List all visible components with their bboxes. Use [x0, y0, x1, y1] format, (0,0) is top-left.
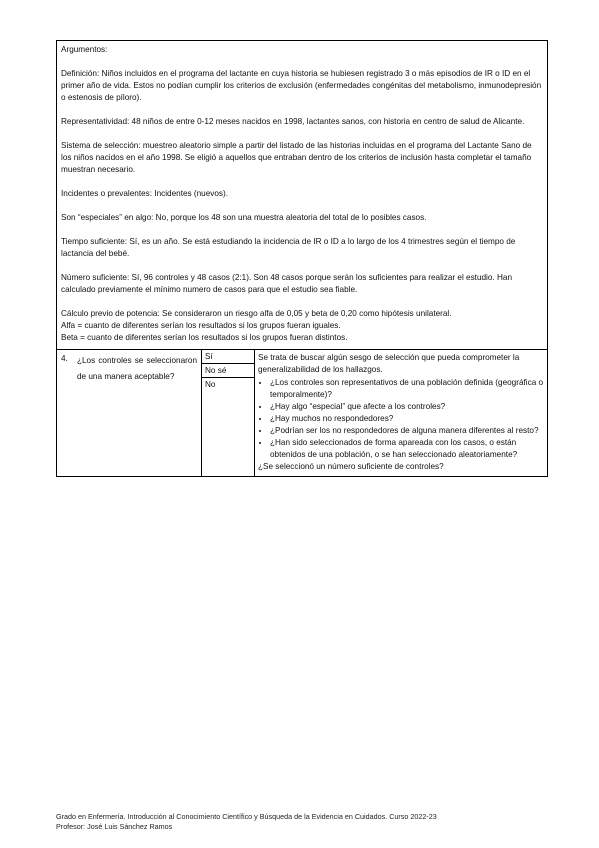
hint-list [258, 377, 544, 461]
question-cell [57, 350, 202, 476]
incident-prevalent-paragraph: Incidentes o prevalentes: Incidentes (nuevos). [61, 189, 229, 198]
option-dont-know[interactable]: No sé [202, 364, 254, 378]
definition-paragraph: Definición: Niños incluidos en el programa del lactante en cuya historia se hubiesen registrado 3 o más episodios de IR o ID en el primer año de vida. Estos no podían cumplir los criterios de exclusión (enfermedades congénitas del metabolismo, inmunodepresión o estenosis de píloro). [61, 69, 542, 102]
option-yes[interactable]: Sí [202, 350, 254, 364]
footer-professor: Profesor: José Luis Sánchez Ramos [56, 822, 173, 831]
question-number: 4. [61, 354, 68, 363]
hint-item: • ¿Los controles son representativos de una población definida (geográfica o temporalmente)? [270, 377, 544, 401]
representativeness-paragraph: Representatividad: 48 niños de entre 0-12 meses nacidos en 1998, lactantes sanos, con historia en centro de salud de Alicante. [61, 117, 525, 126]
hint-cell [255, 350, 547, 476]
hint-item: • ¿Hay muchos no respondedores? [270, 413, 544, 425]
page-footer [56, 812, 437, 832]
power-line: Cálculo previo de potencia: Se consideraron un riesgo alfa de 0,05 y beta de 0,20 como hipótesis unilateral. [61, 309, 452, 318]
arguments-heading: Argumentos: [61, 45, 108, 54]
arguments-section [57, 41, 547, 350]
answer-options [202, 350, 255, 476]
power-calculation-block [61, 308, 543, 344]
hint-item: • ¿Han sido seleccionados de forma apareada con los casos, o están obtenidos de una población, o se han seleccionado aleatoriamente? [270, 437, 544, 461]
critical-appraisal-table [56, 40, 548, 477]
question-row [57, 350, 547, 476]
hint-item: • ¿Hay algo “especial” que afecte a los controles? [270, 401, 544, 413]
selection-system-paragraph: Sistema de selección: muestreo aleatorio simple a partir del listado de las historias incluidas en el programa del Lactante Sano de los niños nacidos en el año 1998. Se eligió a aquellos que entraban dentro de los criterios de inclusión hasta completar el tamaño muestran necesario. [61, 141, 532, 174]
alpha-line: Alfa = cuanto de diferentes serían los resultados si los grupos fueran iguales. [61, 321, 341, 330]
sufficient-number-paragraph: Número suficiente: Sí, 96 controles y 48 casos (2:1). Son 48 casos porque serán los suficientes para realizar el estudio. Han calculado previamente el mínimo numero de casos para que el estudio sea fiable. [61, 273, 513, 294]
option-no[interactable]: No [205, 380, 216, 389]
hint-intro: Se trata de buscar algún sesgo de selección que pueda comprometer la generalizabilidad de los hallazgos. [258, 353, 520, 374]
beta-line: Beta = cuanto de diferentes serían los resultados si los grupos fueran distintos. [61, 333, 348, 342]
question-text: ¿Los controles se seleccionaron de una manera aceptable? [77, 356, 197, 381]
special-paragraph: Son “especiales” en algo: No, porque los 48 son una muestra aleatoria del total de lo posibles casos. [61, 213, 427, 222]
hint-closing: ¿Se seleccionó un número suficiente de controles? [258, 462, 444, 471]
sufficient-time-paragraph: Tiempo suficiente: Sí, es un año. Se está estudiando la incidencia de IR o ID a lo largo de los 4 trimestres según el tiempo de lactancia del bebé. [61, 237, 516, 258]
hint-item: • ¿Podrían ser los no respondedores de alguna manera diferentes al resto? [270, 425, 544, 437]
footer-course: Grado en Enfermería. Introducción al Conocimiento Científico y Búsqueda de la Evidencia en Cuidados. Curso 2022-23 [56, 812, 437, 821]
